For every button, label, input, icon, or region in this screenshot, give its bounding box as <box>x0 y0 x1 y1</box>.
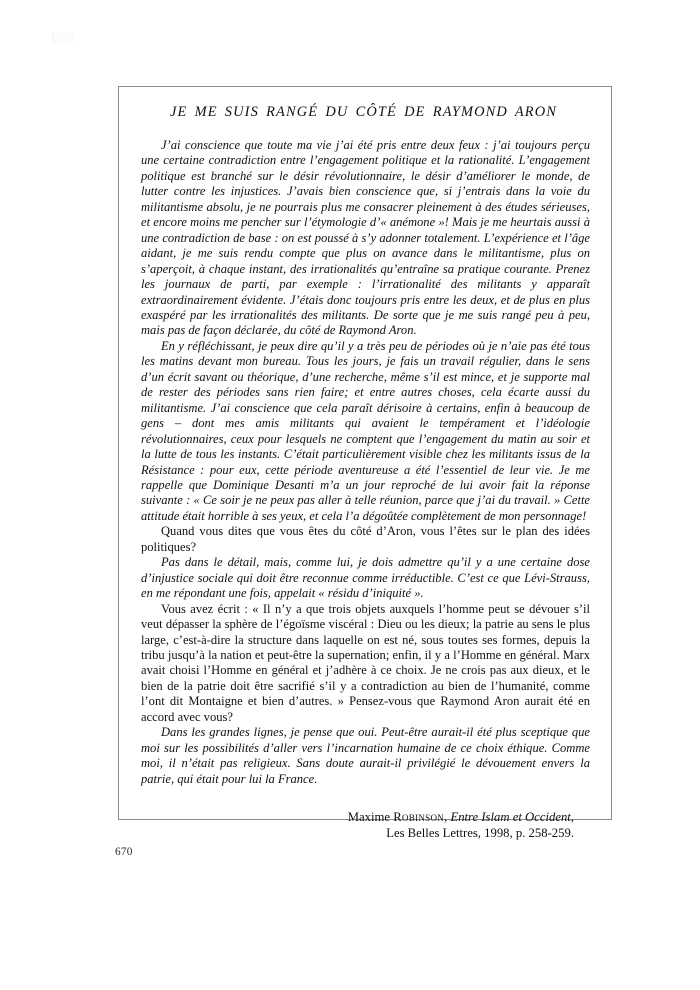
interview-question: Quand vous dites que vous êtes du côté d’Aron, vous l’êtes sur le plan des idées politiques? <box>141 524 590 554</box>
body-paragraph: Pas dans le détail, mais, comme lui, je dois admettre qu’il y a une certaine dose d’injustice sociale qui doit être reconnue comme irréductible. C’est ce que Lévi-Strauss, en me répondant une fois, appelait « résidu d’iniquité ». <box>141 555 590 601</box>
attribution-line-author <box>141 809 574 825</box>
source-attribution <box>141 809 590 841</box>
page-text-column <box>141 104 590 841</box>
author-first-name: Maxime <box>347 810 391 825</box>
page-title: JE ME SUIS RANGÉ DU CÔTÉ DE RAYMOND ARON <box>169 104 558 120</box>
interview-question: Vous avez écrit : « Il n’y a que trois objets auxquels l’homme peut se dévouer s’il veut dépasser la sphère de l’égoïsme viscéral : Dieu ou les dieux; la patrie au sens le plus large, c’est-à-dire la structure dans laquelle on est né, sous toutes ses formes, depuis la tribu jusqu’à la nation et peut-être la supernation; enfin, il y a l’Homme en général. Marx avait choisi l’Homme en général et j’adhère à ce choix. Je ne crois pas aux dieux, et le bien de la patrie doit être sacrifié s’il y a contradiction au bien de l’humanité, comme l’ont dit Montaigne et bien d’autres. » Pensez-vous que Raymond Aron aurait été en accord avec vous? <box>141 601 590 724</box>
attribution-line-publication: Les Belles Lettres, 1998, p. 258-259. <box>386 826 574 841</box>
body-paragraph: J’ai conscience que toute ma vie j’ai été pris entre deux feux : j’ai toujours perçu une certaine contradiction entre l’engagement politique et la rationalité. L’engagement politique est branché sur le désir révolutionnaire, le désir d’améliorer le monde, de lutter contre les injustices. J’avais bien conscience que, si j’entrais dans la voie du militantisme absolu, je ne pourrais plus me consacrer pleinement à des études sérieuses, et encore moins me pencher sur l’étymologie d’« anémone »! Mais je me heurtais aussi à une contradiction de base : on est poussé à s’y adonner totalement. L’expérience et l’âge aidant, je me suis rendu compte que plus on avance dans le militantisme, plus on s’aperçoit, à chaque instant, des irrationalités qu’entraîne sa pratique courante. Prenez les journaux de parti, par exemple : l’irrationalité des militants y apparaît extraordinairement évidente. J’étais donc toujours pris entre les deux, et de plus en plus exaspéré par les irrationalités des militants. De sorte que je me suis rangé peu à peu, mais pas de façon déclarée, du côté de Raymond Aron. <box>141 138 590 338</box>
work-trailing-comma: , <box>570 810 574 825</box>
work-title: Entre Islam et Occident <box>450 810 571 825</box>
scan-artifact <box>52 33 75 43</box>
attribution-separator: , <box>444 810 451 825</box>
body-paragraph: En y réfléchissant, je peux dire qu’il y a très peu de périodes où je n’aie pas été tous les matins devant mon bureau. Tous les jours, je fais un travail régulier, dans le sens d’un écrit savant ou théorique, d’une recherche, même s’il est mince, et je supporte mal de rester des périodes sans rien faire; et entre autres choses, cela écarte aussi du militantisme. J’ai conscience que cela paraît dérisoire à certains, enfin à beaucoup de gens – dont mes amis militants qui avaient le tempérament et l’idéologie révolutionnaires, ceux pour lesquels ne comptent que l’engagement du matin au soir et la lutte de tous les instants. C’était particulièrement visible chez les militants issus de la Résistance : pour eux, cette période aventureuse a été l’essentiel de leur vie. Je me rappelle que Dominique Desanti m’a un jour reproché de lui avoir fait la réponse suivante : « Ce soir je ne peux pas aller à telle réunion, parce que j’ai du travail. » Cette attitude était horrible à ses yeux, et cela l’a dégoûtée complètement de mon personnage! <box>141 338 590 523</box>
author-last-name: Robinson <box>393 810 445 825</box>
page-number: 670 <box>115 846 133 858</box>
body-paragraph: Dans les grandes lignes, je pense que oui. Peut-être aurait-il été plus sceptique que moi sur les possibilités d’aller vers l’incarnation humaine de ce choix éthique. Comme moi, il n’était pas religieux. Sans doute aurait-il privilégié le dévouement envers la patrie, qui était pour lui la France. <box>141 725 590 786</box>
